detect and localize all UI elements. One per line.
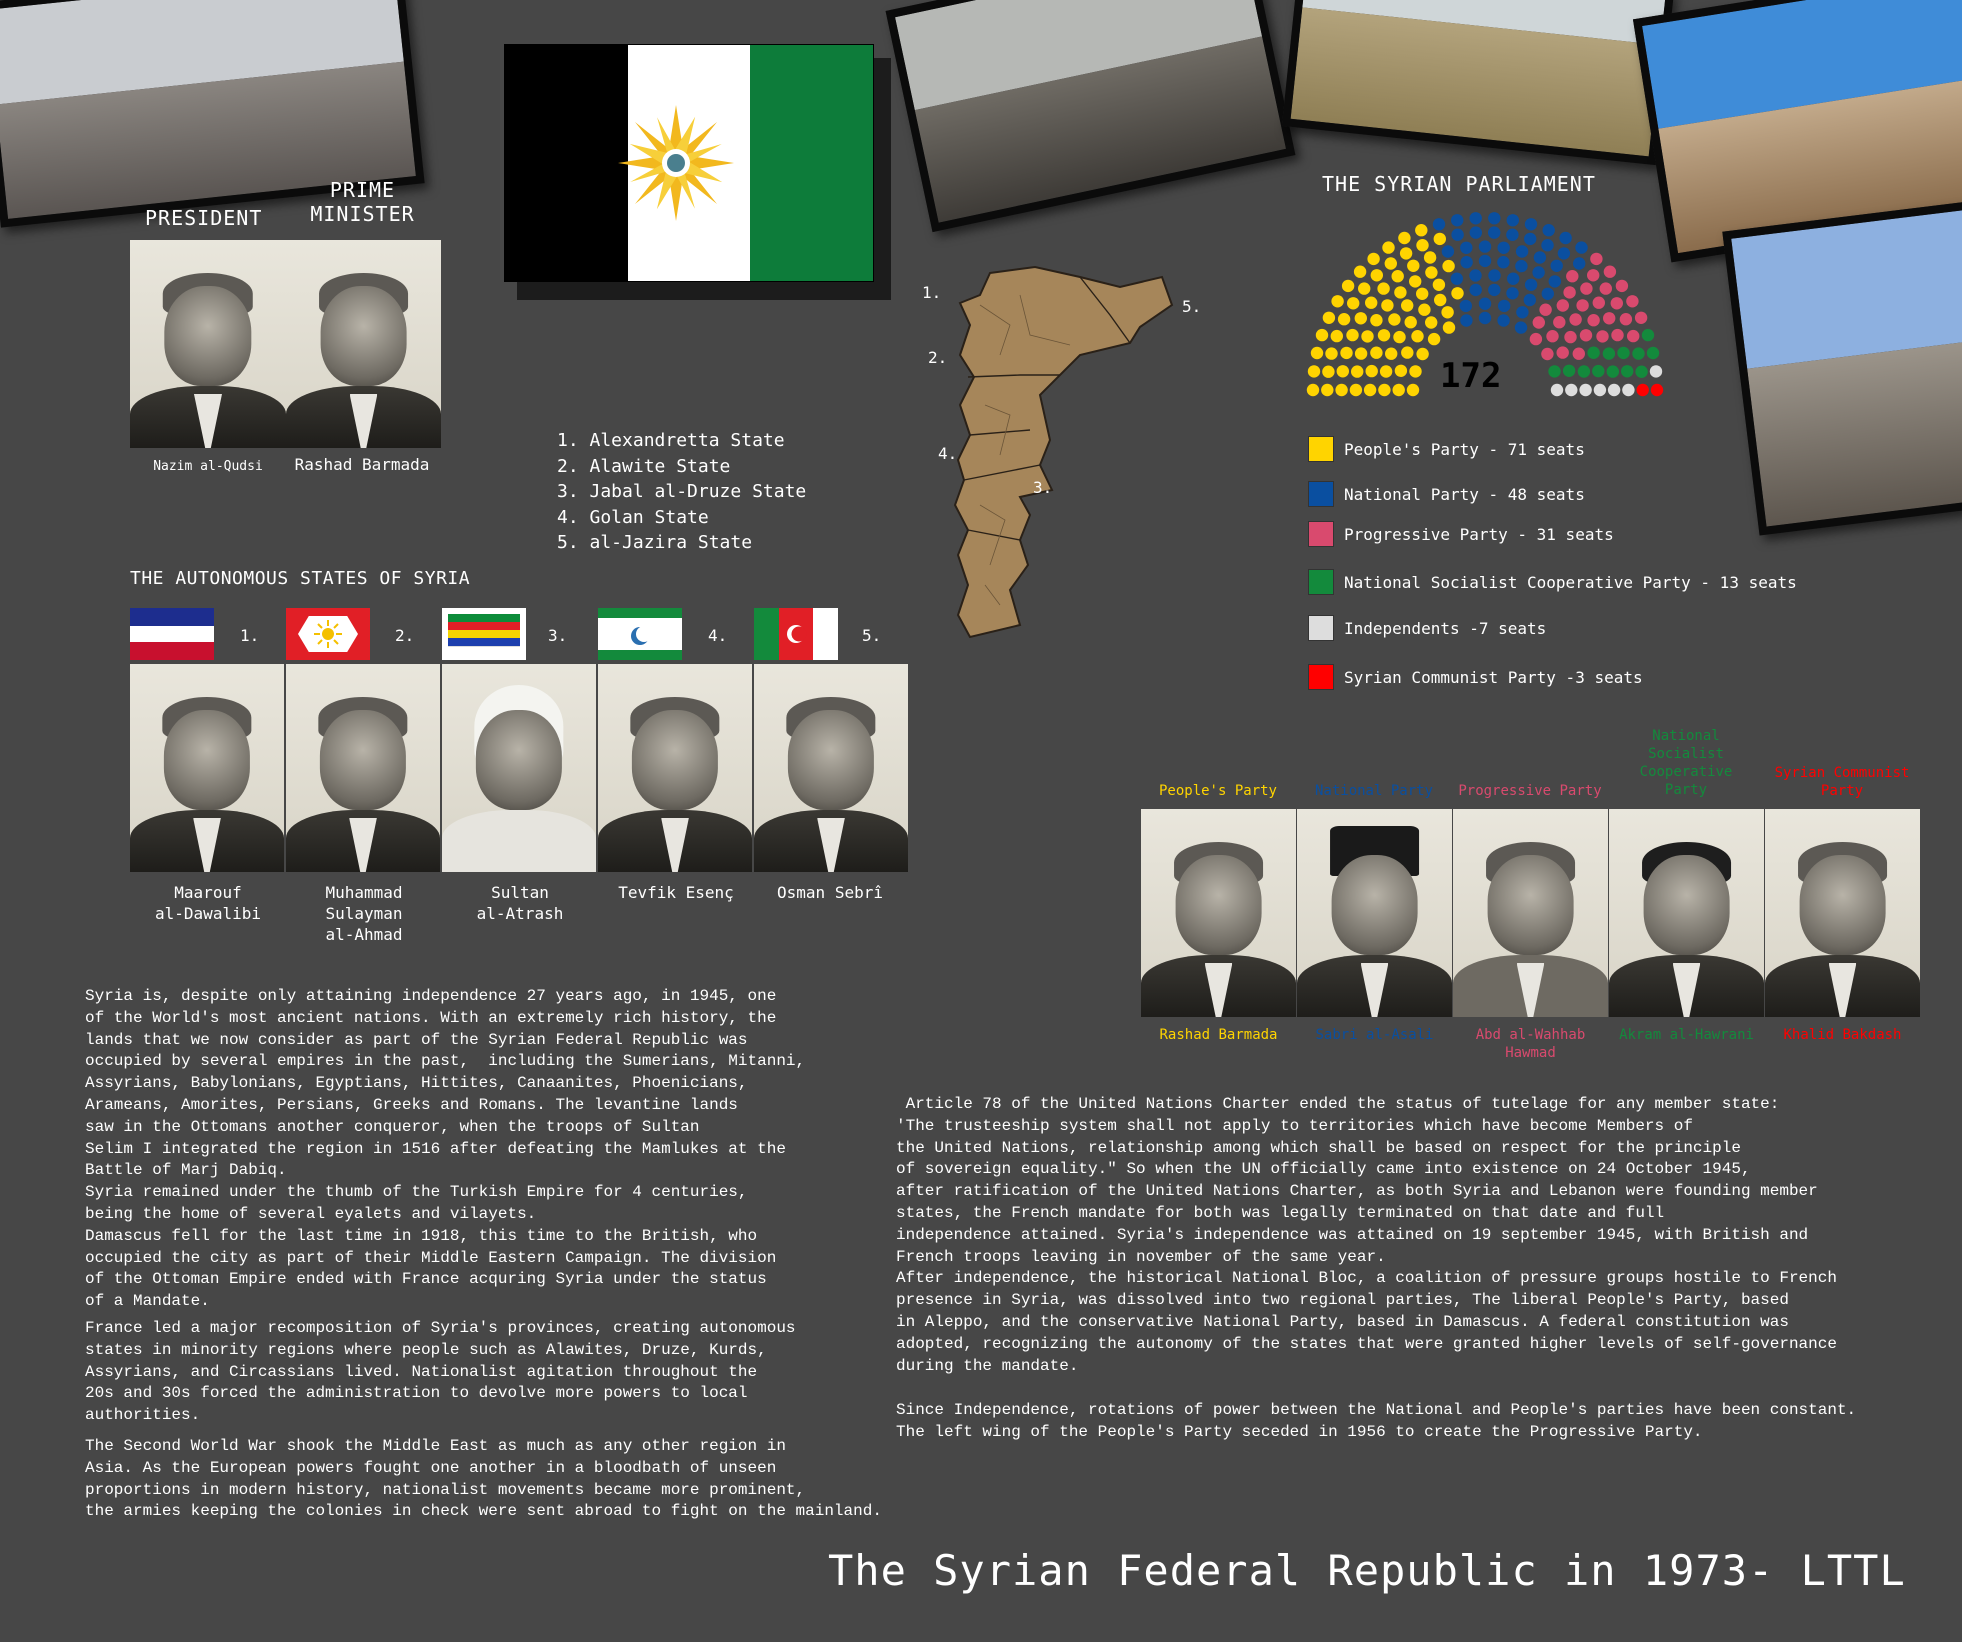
parliament-heading: THE SYRIAN PARLIAMENT — [1322, 172, 1596, 196]
state-leader-name: Sultan al-Atrash — [476, 883, 564, 923]
parliament-seat — [1364, 384, 1376, 396]
alexandretta-flag — [130, 608, 214, 660]
pm-heading-line2: MINISTER — [310, 202, 415, 226]
parliament-seat — [1635, 366, 1647, 378]
parliament-seat — [1479, 312, 1491, 324]
parliament-seat — [1553, 316, 1565, 328]
parliament-seat — [1616, 280, 1628, 292]
parties-text: Since Independence, rotations of power between the National and People's parties have been constant. The left wing of the People's Party seceded in 1956 to create the Progressive Party. — [896, 1401, 1857, 1441]
parliament-seat — [1460, 242, 1472, 254]
parliament-seat — [1594, 384, 1606, 396]
parliament-seat — [1370, 347, 1382, 359]
president-name: Nazim al-Qudsi — [153, 459, 263, 474]
parliament-seat — [1322, 366, 1334, 378]
parliament-seat — [1321, 384, 1333, 396]
parliament-seat — [1367, 253, 1379, 265]
parliament-seat — [1637, 384, 1649, 396]
state-list-item: 2. Alawite State — [557, 455, 731, 477]
parliament-seat — [1533, 316, 1545, 328]
parliament-seat — [1355, 312, 1367, 324]
parliament-seat — [1382, 241, 1394, 253]
syria-map — [940, 265, 1180, 640]
parliament-seat — [1378, 329, 1390, 341]
parliament-seat — [1621, 365, 1633, 377]
parliament-seat — [1573, 257, 1585, 269]
legend-item: National Party - 48 seats — [1308, 481, 1585, 507]
parliament-seat — [1557, 346, 1569, 358]
independence-text: Article 78 of the United Nations Charter ended the status of tutelage for any member state: 'The trusteeship system shall not apply to territories which have become Members of the United Nations, relationship among which shall be based on respect for the principle of sovereign equality." So when the UN officially came into existence on 24 October 1945, after ratification of the United Nations Charter, as both Syria and Lebanon were founding member states, the French mandate for both was legally terminated on that date and full independence attained. Syria's independence was attained on 19 september 1945, with British and French troops leaving in november of the same year. After independence, the historical National Bloc, a coalition of pressure groups hostile to French presence in Syria, was dissolved into two regional parties, The liberal People's Party, based in Aleppo, and the conservative National Party, based in Damascus. A federal constitution was adopted, recognizing the autonomy of the states that were granted higher levels of self-governance during the mandate. — [896, 1095, 1837, 1375]
street-photo-top-center — [886, 0, 1296, 232]
parliament-seat — [1347, 297, 1359, 309]
parliament-seat — [1650, 365, 1662, 377]
jazira-flag — [754, 608, 838, 660]
parliament-seat — [1488, 212, 1500, 224]
parliament-seat — [1549, 275, 1561, 287]
parliament-seat — [1442, 245, 1454, 257]
parliament-seat — [1371, 269, 1383, 281]
state-leader-name: Osman Sebrî — [777, 883, 883, 902]
parliament-seat — [1351, 365, 1363, 377]
sun-icon — [313, 619, 343, 649]
state-list-item: 5. al-Jazira State — [557, 532, 753, 553]
parliament-seat — [1635, 312, 1647, 324]
parliament-seat — [1346, 329, 1358, 341]
legend-item: National Socialist Cooperative Party - 13 seats — [1308, 569, 1797, 595]
parliament-seat — [1434, 294, 1446, 306]
state-number-4: 4. — [708, 626, 728, 645]
parliament-seat — [1400, 247, 1412, 259]
parliament-seat — [1460, 256, 1472, 268]
state-leader-name: Maarouf al-Dawalibi — [155, 883, 261, 923]
map-label-2: 2. — [928, 348, 948, 367]
parliament-seat — [1378, 384, 1390, 396]
parliament-seat — [1488, 226, 1500, 238]
parliament-seat — [1479, 240, 1491, 252]
parliament-seat — [1381, 299, 1393, 311]
parliament-seat — [1534, 251, 1546, 263]
state-leader-name: Tevfik Esenç — [618, 883, 734, 902]
page-title: The Syrian Federal Republic in 1973- LTTL — [828, 1546, 1906, 1595]
state-number-5: 5. — [862, 626, 882, 645]
parliament-seat — [1308, 365, 1320, 377]
parliament-seat — [1578, 365, 1590, 377]
prime-minister-portrait — [286, 240, 441, 448]
legend-swatch — [1308, 436, 1334, 462]
parliament-seat — [1323, 312, 1335, 324]
parliament-seat — [1542, 288, 1554, 300]
parliament-seat — [1411, 330, 1423, 342]
map-label-4: 4. — [938, 444, 958, 463]
mosque-photo-right — [1722, 201, 1962, 536]
map-label-3: 3. — [1033, 478, 1053, 497]
state-number-1: 1. — [240, 626, 260, 645]
parliament-seat — [1592, 365, 1604, 377]
parliament-seat — [1409, 365, 1421, 377]
alawite-flag — [286, 608, 370, 660]
president-heading: PRESIDENT — [145, 206, 263, 230]
parliament-seat — [1451, 273, 1463, 285]
map-label-1: 1. — [922, 283, 942, 302]
party-leader-portrait — [1141, 809, 1296, 1017]
parliament-seat — [1564, 331, 1576, 343]
parliament-seat — [1587, 347, 1599, 359]
parliament-seat — [1442, 260, 1454, 272]
parliament-seat — [1393, 331, 1405, 343]
party-leader-portrait — [1765, 809, 1920, 1017]
parliament-seat — [1416, 348, 1428, 360]
parliament-seat — [1498, 242, 1510, 254]
parliament-seat — [1428, 333, 1440, 345]
party-leader-name: Khalid Bakdash — [1783, 1027, 1902, 1043]
parliament-seat — [1460, 300, 1472, 312]
state-leader-portrait — [130, 664, 284, 872]
parliament-seat — [1516, 245, 1528, 257]
parliament-seat — [1590, 253, 1602, 265]
parliament-seat — [1316, 329, 1328, 341]
parliament-seat — [1479, 298, 1491, 310]
state-leader-portrait — [754, 664, 908, 872]
parliament-seat — [1393, 384, 1405, 396]
state-leader-portrait — [286, 664, 440, 872]
parliament-seat — [1593, 297, 1605, 309]
parliament-seat — [1415, 224, 1427, 236]
parliament-seat — [1611, 329, 1623, 341]
parliament-seat — [1611, 297, 1623, 309]
parliament-seat — [1558, 247, 1570, 259]
state-number-2: 2. — [395, 626, 415, 645]
parliament-seat — [1377, 282, 1389, 294]
parliament-seat — [1407, 384, 1419, 396]
autonomous-states-heading: THE AUTONOMOUS STATES OF SYRIA — [130, 568, 471, 589]
golan-flag — [598, 608, 682, 660]
parliament-seat — [1451, 287, 1463, 299]
parliament-seat — [1541, 348, 1553, 360]
state-list-item: 1. Alexandretta State — [557, 430, 785, 451]
parliament-seat — [1433, 218, 1445, 230]
parliament-seat — [1515, 260, 1527, 272]
state-list-item: 3. Jabal al-Druze State — [557, 481, 807, 502]
parliament-seat — [1441, 306, 1453, 318]
parliament-seat — [1607, 365, 1619, 377]
parliament-seat — [1507, 214, 1519, 226]
parliament-seat — [1532, 266, 1544, 278]
parliament-seat — [1620, 313, 1632, 325]
parliament-seat — [1551, 260, 1563, 272]
parliament-seat — [1530, 333, 1542, 345]
parliament-seat — [1479, 255, 1491, 267]
parliament-seat — [1603, 347, 1615, 359]
legend-item: People's Party - 71 seats — [1308, 436, 1585, 462]
parliament-seat — [1460, 314, 1472, 326]
legend-swatch — [1308, 569, 1334, 595]
parliament-seat — [1355, 347, 1367, 359]
parliament-seat — [1469, 269, 1481, 281]
parliament-seat — [1394, 286, 1406, 298]
parliament-seat — [1548, 365, 1560, 377]
parliament-seat — [1340, 347, 1352, 359]
history-text-3: The Second World War shook the Middle East as much as any other region in Asia. As the European powers fought one another in a bloodbath of unseen proportions in modern history, nationalist movements became more prominent, the armies keeping the colonies in check were sent abroad to fight on the mainland. — [85, 1437, 882, 1521]
state-leader-portrait — [442, 664, 596, 872]
parliament-seat — [1311, 347, 1323, 359]
parliament-seat — [1385, 257, 1397, 269]
parliament-seat — [1565, 384, 1577, 396]
party-label: Syrian Communist Party — [1774, 765, 1910, 799]
parliament-seat — [1596, 330, 1608, 342]
parliament-seat — [1409, 275, 1421, 287]
parliament-seat — [1350, 384, 1362, 396]
parliament-seat — [1358, 282, 1370, 294]
parliament-seat — [1541, 239, 1553, 251]
parliament-seat — [1559, 232, 1571, 244]
parliament-seat — [1424, 251, 1436, 263]
parliament-seat — [1405, 316, 1417, 328]
parliament-seat — [1401, 346, 1413, 358]
parliament-seat — [1587, 314, 1599, 326]
parliament-seat — [1488, 284, 1500, 296]
parliament-seat — [1388, 313, 1400, 325]
parliament-seat — [1525, 218, 1537, 230]
syria-federal-flag — [504, 44, 874, 282]
parliament-seat — [1434, 233, 1446, 245]
parliament-seat — [1416, 288, 1428, 300]
parliament-seat — [1515, 321, 1527, 333]
parliament-seat — [1642, 329, 1654, 341]
parliament-seat — [1632, 347, 1644, 359]
legend-swatch — [1308, 664, 1334, 690]
parliament-seat — [1425, 316, 1437, 328]
parliament-seat — [1470, 284, 1482, 296]
parliament-seat — [1617, 347, 1629, 359]
parliament-seat — [1370, 314, 1382, 326]
pm-heading-line1: PRIME — [329, 178, 396, 202]
parliament-seat — [1366, 365, 1378, 377]
parliament-seat — [1543, 224, 1555, 236]
president-portrait — [130, 240, 286, 448]
parliament-seat — [1498, 300, 1510, 312]
parliament-seat — [1506, 287, 1518, 299]
parliament-seat — [1451, 214, 1463, 226]
legend-swatch — [1308, 481, 1334, 507]
parliament-seat — [1524, 294, 1536, 306]
parliament-seat — [1608, 384, 1620, 396]
parliament-seat — [1647, 347, 1659, 359]
legend-item: Progressive Party - 31 seats — [1308, 521, 1614, 547]
star-emblem-icon — [616, 103, 736, 223]
parliament-seat — [1401, 299, 1413, 311]
state-list — [557, 428, 806, 556]
map-label-5: 5. — [1182, 297, 1202, 316]
parliament-seat — [1516, 306, 1528, 318]
parliament-seat — [1575, 241, 1587, 253]
parliament-seat — [1451, 229, 1463, 241]
legend-item: Independents -7 seats — [1308, 615, 1546, 641]
state-leader-portrait — [598, 664, 752, 872]
parliament-seat — [1380, 365, 1392, 377]
city-photo-top — [1282, 0, 1674, 165]
parliament-seat — [1525, 279, 1537, 291]
parliament-seat — [1546, 330, 1558, 342]
parliament-seat — [1587, 269, 1599, 281]
jabal-druze-flag — [442, 608, 526, 660]
party-label: Progressive Party — [1458, 783, 1602, 799]
parliament-seat — [1604, 266, 1616, 278]
history-text-2: France led a major recomposition of Syria's provinces, creating autonomous states in minority regions where people such as Alawites, Druze, Kurds, Assyrians, and Circassians lived. Nationalist agitation throughout the 20s and 30s forced the administration to devolve more powers to local authorities. — [85, 1319, 796, 1425]
party-label: National Socialist Cooperative Party — [1639, 728, 1733, 798]
parliament-seat — [1507, 273, 1519, 285]
prime-minister-heading — [300, 178, 425, 226]
parliament-seat — [1307, 384, 1319, 396]
parliament-seat — [1335, 384, 1347, 396]
parliament-seat — [1563, 365, 1575, 377]
parliament-seat — [1600, 282, 1612, 294]
history-text-1: Syria is, despite only attaining independence 27 years ago, in 1945, one of the World's most ancient nations. With an extremely rich history, the lands that we now consider as part of the Syrian Federal Republic was occupied by several empires in the past, including the Sumerians, Mitanni, Assyrians, Babylonians, Egyptians, Hittites, Canaanites, Phoenicians, Arameans, Amorites, Persians, Greeks and Romans. The levantine lands saw in the Ottomans another conqueror, when the troops of Sultan Selim I integrated the region in 1516 after defeating the Mamlukes at the Battle of Marj Dabiq. Syria remained under the thumb of the Turkish Empire for 4 centuries, being the home of several eyalets and vilayets. Damascus fell for the last time in 1918, this time to the British, who occupied the city as part of their Middle Eastern Campaign. The division of the Ottoman Empire ended with France acquring Syria under the status of a Mandate. — [85, 987, 806, 1311]
party-label: National Party — [1314, 783, 1433, 799]
party-leader-name: Rashad Barmada — [1159, 1027, 1278, 1043]
parliament-seat — [1418, 304, 1430, 316]
parliament-seat — [1338, 313, 1350, 325]
party-leader-portrait — [1609, 809, 1764, 1017]
crescent-icon — [783, 621, 809, 647]
parliament-seat — [1569, 313, 1581, 325]
parliament-seat — [1470, 226, 1482, 238]
parliament-seat — [1626, 295, 1638, 307]
parliament-seat — [1416, 239, 1428, 251]
parliament-seat — [1470, 212, 1482, 224]
parliament-seat — [1395, 365, 1407, 377]
parliament-seat — [1651, 384, 1663, 396]
parliament-seat — [1566, 270, 1578, 282]
parliament-seat — [1579, 384, 1591, 396]
state-number-3: 3. — [548, 626, 568, 645]
parliament-seat — [1331, 295, 1343, 307]
party-label: People's Party — [1158, 783, 1277, 799]
parliament-seat — [1497, 314, 1509, 326]
parliament-seat — [1337, 365, 1349, 377]
party-leader-name: Akram al-Hawrani — [1619, 1027, 1754, 1043]
parliament-seat — [1557, 299, 1569, 311]
parliament-seat — [1573, 348, 1585, 360]
parliament-seat — [1331, 330, 1343, 342]
parliament-seat — [1354, 266, 1366, 278]
parliament-seat — [1580, 329, 1592, 341]
state-leader-name: Muhammad Sulayman al-Ahmad — [325, 883, 403, 944]
parliament-seat — [1497, 256, 1509, 268]
state-list-item: 4. Golan State — [557, 506, 709, 528]
parliament-seat — [1506, 229, 1518, 241]
parliament-seat — [1551, 384, 1563, 396]
parliament-seat — [1398, 232, 1410, 244]
parliament-seat — [1433, 279, 1445, 291]
parliament-seat — [1603, 312, 1615, 324]
parliament-seat — [1342, 280, 1354, 292]
parliament-seat — [1361, 330, 1373, 342]
parliament-seat — [1365, 297, 1377, 309]
parliament-seat — [1385, 348, 1397, 360]
parliament-seat — [1576, 299, 1588, 311]
parliament-seat — [1325, 347, 1337, 359]
parliament-seat — [1563, 286, 1575, 298]
crescent-icon — [625, 620, 655, 650]
parliament-seat — [1407, 260, 1419, 272]
party-leader-portrait — [1453, 809, 1608, 1017]
prime-minister-name: Rashad Barmada — [294, 455, 430, 474]
party-leader-name: Abd al-Wahhab Hawmad — [1475, 1027, 1586, 1061]
parliament-seat — [1627, 330, 1639, 342]
parliament-seat — [1539, 304, 1551, 316]
parliament-seat — [1425, 266, 1437, 278]
parliament-seat — [1392, 270, 1404, 282]
parliament-seat — [1622, 384, 1634, 396]
party-leader-portrait — [1297, 809, 1452, 1017]
parliament-seat — [1443, 321, 1455, 333]
legend-swatch — [1308, 521, 1334, 547]
parliament-seat — [1580, 282, 1592, 294]
parliament-seat — [1488, 269, 1500, 281]
parliament-total: 172 — [1440, 356, 1502, 396]
parliament-seat — [1524, 233, 1536, 245]
legend-swatch — [1308, 615, 1334, 641]
legend-item: Syrian Communist Party -3 seats — [1308, 664, 1643, 690]
party-leader-name: Sabri al-Asali — [1315, 1027, 1434, 1043]
